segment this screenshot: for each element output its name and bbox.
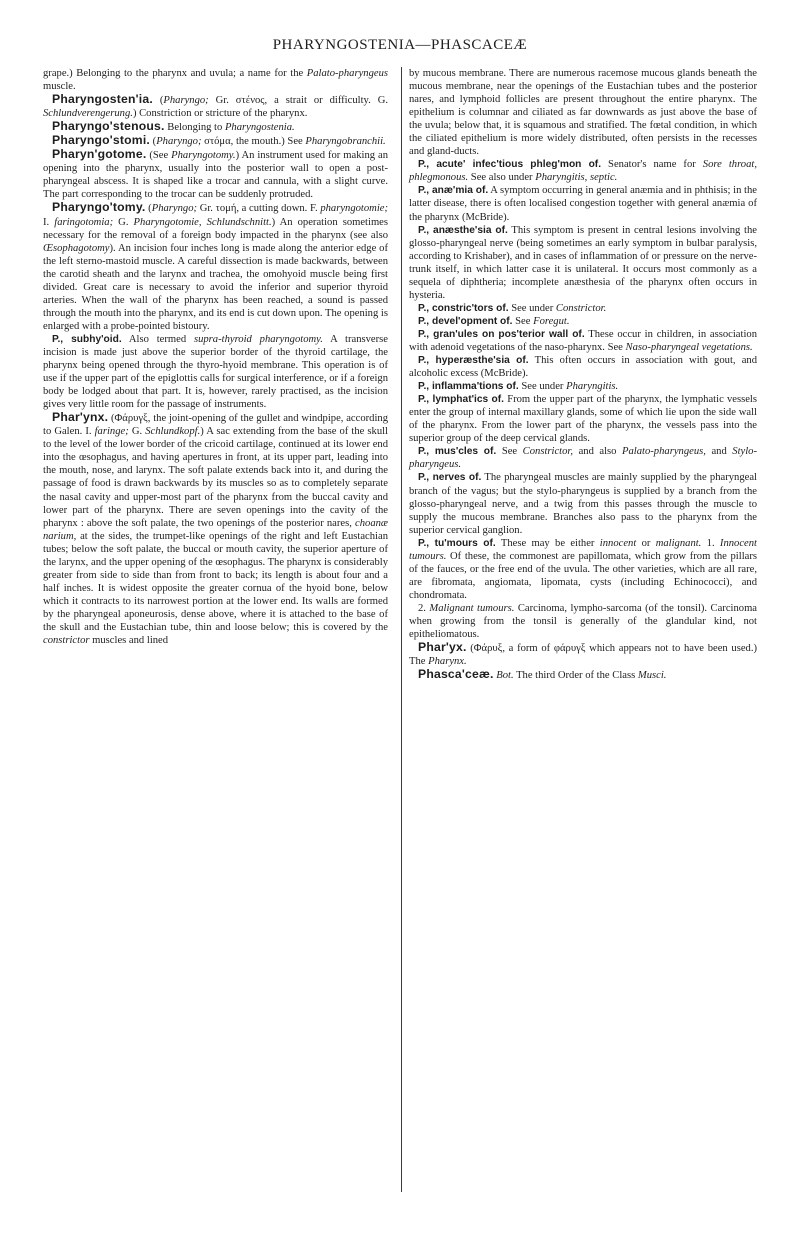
column-rule <box>401 67 402 1192</box>
headword: Phar'yx. <box>418 640 467 655</box>
headword: Pharyngosten'ia. <box>52 92 153 107</box>
entry-inflammations: P., inflamma'tions of. See under Pharyngitis. <box>418 381 619 393</box>
entry-continuation: grape.) Belonging to the pharynx and uvula; a name for the Palato-pharyngeus muscle. <box>43 68 388 93</box>
entry-phascaceae: Phasca'ceæ. Bot. The third Order of the Class Musci. <box>418 667 667 682</box>
subheadword: P., gran'ules on pos'terior wall of. <box>418 328 585 340</box>
headword: Pharyngo'stomi. <box>52 133 150 148</box>
entry-constrictors: P., constric'tors of. See under Constrictor. <box>418 302 607 314</box>
headword: Phasca'ceæ. <box>418 667 494 682</box>
entry-lymphatics: P., lymphat'ics of. From the upper part of the pharynx, the lymphatic vessels enter the group of internal maxillary glands, some of which lie upon the side wall of the pharynx. From the lower part of the pharynx, the vessels pass into the superior group of the deep cervical glands. <box>409 394 757 445</box>
entry-pharyngostomi: Pharyngo'stomi. (Pharyngo; στόμα, the mouth.) See Pharyngobranchii. <box>52 133 386 148</box>
entry-tumours: P., tu'mours of. These may be either innocent or malignant. 1. Innocent tumours. Of these, the commonest are papillomata, which grow from the pillars of the fauces, or the free end of the uvula. The other varieties, which are all rare, are fibromata, angiomata, lipomata, cysts (including Echinococci), and chondromata. <box>409 537 757 601</box>
entry-pharynx: Phar'ynx. (Φάρυγξ, the joint-opening of the gullet and windpipe, according to Galen. I. faringe; G. Schlundkopf.) A sac extending from the base of the skull to the level of the lower border of the cricoid cartilage, continued at its lower end into the œsophagus, and having apertures in front, at its upper part, leading into the mouth, nose, and larynx. The soft palate extends back into it, and during the passage of food is drawn backwards by its muscles so as to completely separate the nasal cavity and upper-most part of the pharynx from the buccal cavity and lower part of the pharynx. There are seven openings into the cavity of the pharynx : above the soft palate, the two openings of the posterior nares, choanæ narium, at the sides, the trumpet-like openings of the right and left Eustachian tubes; below the soft palate, the buccal or mouth cavity, the superior aperture of the larynx, and the upper opening of the œsophagus. The pharynx is considerably greater from side to side than from front to back; its length is about four and a half inches. It is widest opposite the greater cornua of the hyoid bone, below which it contracts to its narrowest portion at the lower end. Its walls are formed by the pharyngeal aponeurosis, dense above, where it is attached to the base of the skull and the Eustachian tube, thin and loose below; this is covered by the constrictor muscles and lined <box>43 410 389 647</box>
entry-granules: P., gran'ules on pos'terior wall of. These occur in children, in association with adenoid vegetations of the naso-pharynx. See Naso-pharyngeal vegetations. <box>409 328 757 353</box>
entry-tumours-malignant: 2. Malignant tumours. Carcinoma, lympho-sarcoma (of the tonsil). Carcinoma when growing from the tonsil is generally of the glandular kind, not epitheliomatous. <box>409 602 758 641</box>
subheadword: P., tu'mours of. <box>418 537 496 549</box>
entry-pharyngostenous: Pharyngo'stenous. Belonging to Pharyngostenia. <box>52 119 295 134</box>
headword: Pharyngo'tomy. <box>52 200 146 215</box>
entry-pharyngostenia: Pharyngosten'ia. (Pharyngo; Gr. στένος, a strait or difficulty. G. Schlundverengerung.) Constriction or stricture of the pharynx. <box>43 92 388 120</box>
entry-pharyngotome: Pharyn'gotome. (See Pharyngotomy.) An instrument used for making an opening into the pharynx, usually into the posterior wall to open a post-pharyngeal abscess. It is shaped like a trocar and cannula, with a slight curve. The part corresponding to the trocar can be suddenly protruded. <box>43 147 388 201</box>
entry-anaesthesia: P., anæsthe'sia of. This symptom is present in central lesions involving the glosso-pharyngeal nerve (being sometimes an early symptom in bulbar paralysis, according to Krishaber), and in cases of inflammation of or pressure on the nerve-trunk itself, in which latter case it is unilateral. It occurs most commonly as a sequela of diphtheria; incomplete anæsthesia of the pharynx often occurs in hysteria. <box>409 224 757 301</box>
subheadword: P., inflamma'tions of. <box>418 381 519 393</box>
subheadword: P., constric'tors of. <box>418 302 509 314</box>
headword: Pharyngo'stenous. <box>52 119 165 134</box>
subheadword: P., acute' infec'tious phleg'mon of. <box>418 159 602 171</box>
page-header: PHARYNGOSTENIA—PHASCACEÆ <box>272 37 528 53</box>
subheadword: P., hyperæsthe'sia of. <box>418 355 529 367</box>
left-column <box>43 67 388 647</box>
entry-acute-infectious-phlegmon: P., acute' infec'tious phleg'mon of. Senator's name for Sore throat, phlegmonous. See also under Pharyngitis, septic. <box>409 159 757 184</box>
entry-pharyx: Phar'yx. (Φάρυξ, a form of φάρυγξ which appears not to have been used.) The Pharynx. <box>409 640 757 668</box>
subheadword: P., anæsthe'sia of. <box>418 224 508 236</box>
subheadword: P., lymphat'ics of. <box>418 394 505 406</box>
entry-muscles: P., mus'cles of. See Constrictor, and also Palato-pharyngeus, and Stylo-pharyngeus. <box>409 446 758 471</box>
subheadword: P., subhy'oid. <box>52 333 122 345</box>
entry-hyperaesthesia: P., hyperæsthe'sia of. This often occurs in association with gout, and alcoholic excess (McBride). <box>409 355 757 380</box>
entry-nerves: P., nerves of. The pharyngeal muscles are mainly supplied by the pharyngeal branch of the vagus; but the stylo-pharyngeus is supplied by a branch from the glosso-pharyngeal nerve, and a twig from this passes through the muscle to supply the mucous membrane. Branches also pass to the pharynx from the superior cervical ganglion. <box>409 472 757 536</box>
entry-pharyngotomy: Pharyngo'tomy. (Pharyngo; Gr. τομή, a cutting down. F. pharyngotomie; I. faringotomia; G. Pharyngotomie, Schlundschnitt.) An operation sometimes necessary for the removal of a foreign body impacted in the pharynx (see also Œsophagotomy). An incision four inches long is made along the anterior edge of the left sterno-mastoid muscle. A careful dissection is made backwards, between the carotid sheath and the larynx and trachea, the omohyoid muscle being first divided. Great care is necessary to avoid the inferior and superior thyroid arteries. When the wall of the pharynx has been reached, a sound is passed through the mouth into the pharynx, and its end is cut down upon. The opening is enlarged with a probe-pointed bistoury. <box>43 200 389 332</box>
subheadword: P., devel'opment of. <box>418 315 513 327</box>
headword: Phar'ynx. <box>52 410 109 425</box>
right-column <box>409 67 757 682</box>
entry-continuation: by mucous membrane. There are numerous racemose mucous glands beneath the mucous membrane, near the openings of the Eustachian tubes and the posterior nares, and lymphoid follicles are present throughout the entire pharynx. The epithelium is columnar and ciliated as far downwards as just above the base of the uvula; below that, it is squamous and stratified. The fœtal condition, in which the ciliated epithelium is more widely distributed, often persists in the recesses and gland-ducts. <box>409 68 757 158</box>
entry-development: P., devel'opment of. See Foregut. <box>418 315 570 327</box>
subheadword: P., anæ'mia of. <box>418 185 489 197</box>
entry-anaemia: P., anæ'mia of. A symptom occurring in general anæmia and in phthisis; in the latter disease, there is often localised congestion together with general anæmia of the pharynx (McBride). <box>409 185 757 223</box>
subheadword: P., nerves of. <box>418 472 482 484</box>
headword: Pharyn'gotome. <box>52 147 147 162</box>
subheadword: P., mus'cles of. <box>418 446 497 458</box>
entry-pharyngotomy-subhyoid: P., subhy'oid. Also termed supra-thyroid pharyngotomy. A transverse incision is made just above the superior border of the thyroid cartilage, the pharynx being opened through the thyro-hyoid membrane. This operation is of use if the upper part of the epiglottis calls for surgical interference, or if a foreign body be lodged about that part. It is, however, rarely practised, as the incision gives very little room for the passage of instruments. <box>43 333 388 411</box>
